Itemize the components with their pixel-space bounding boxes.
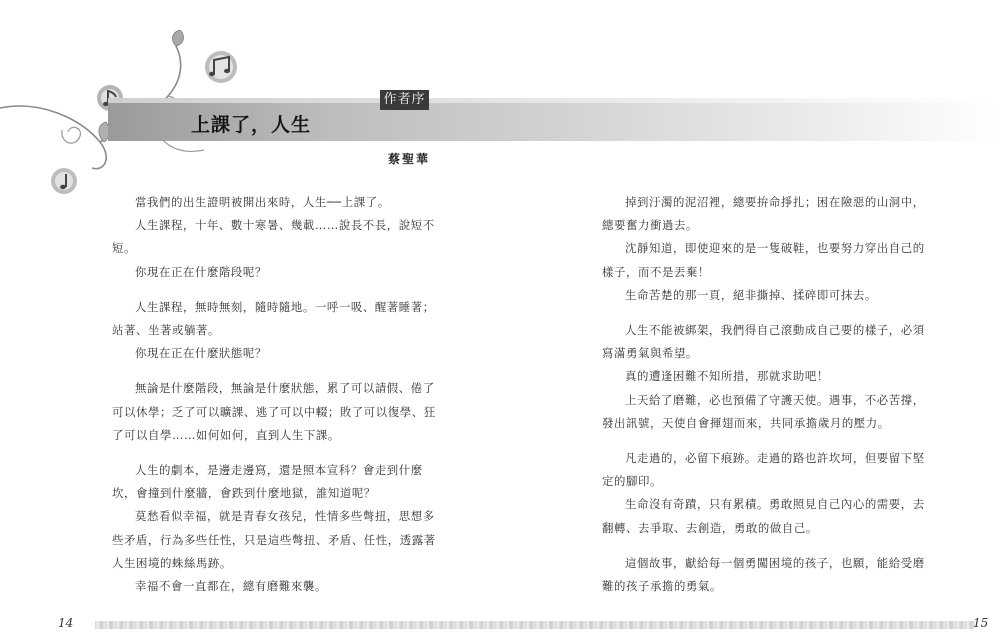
paragraph: 生命苦楚的那一頁，絕非撕掉、揉碎即可抹去。 <box>625 287 877 302</box>
paragraph-gap <box>112 284 438 296</box>
paragraph: 上天給了磨難，必也預備了守護天使。遇事，不必苦撐，發出訊號，天使自會揮翅而來，共同承擔歲月的壓力。 <box>602 392 925 430</box>
paragraph: 幸福不會一直都在，總有磨難來襲。 <box>135 579 327 594</box>
paragraph-gap <box>602 540 928 552</box>
music-note-icon <box>51 168 77 194</box>
paragraph-gap <box>112 365 438 377</box>
author-name: 蔡聖華 <box>388 152 431 166</box>
paragraph: 人生課程，十年、數十寒暑、幾載……說長不長，說短不短。 <box>112 218 435 256</box>
paragraph: 人生課程，無時無刻，隨時隨地。一呼一吸、醒著睡著；站著、坐著或躺著。 <box>112 299 435 338</box>
paragraph-gap <box>602 435 928 447</box>
right-page-text <box>602 191 928 598</box>
music-note-icon <box>205 51 237 83</box>
paragraph: 真的遭逢困難不知所措，那就求助吧！ <box>625 369 829 384</box>
paragraph: 當我們的出生證明被開出來時，人生──上課了。 <box>135 195 390 209</box>
paragraph: 沈靜知道，即使迎來的是一隻破鞋，也要努力穿出自己的樣子，而不是丟棄！ <box>602 241 925 279</box>
footer-texture-strip <box>95 621 975 629</box>
chapter-title: 上課了，人生 <box>191 114 312 136</box>
paragraph: 你現在正在什麼階段呢？ <box>135 264 267 279</box>
paragraph: 凡走過的，必留下痕跡。走過的路也許坎坷，但要留下堅定的腳印。 <box>602 451 925 489</box>
page-number-left: 14 <box>58 616 74 630</box>
preface-tag: 作者序 <box>380 90 429 110</box>
paragraph: 你現在正在什麼狀態呢？ <box>135 346 267 361</box>
page-number-right: 15 <box>973 616 989 630</box>
paragraph: 人生不能被綁架，我們得自己滾動成自己要的樣子，必須寫滿勇氣與希望。 <box>602 323 925 361</box>
paragraph: 無論是什麼階段，無論是什麼狀態，累了可以請假、倦了可以休學；乏了可以曠課、逃了可以中輟；敗了可以復學、狂了可以自學……如何如何，直到人生下課。 <box>112 381 436 442</box>
left-page-text <box>112 191 438 598</box>
paragraph: 生命沒有奇蹟，只有累積。勇敢照見自己內心的需要，去翻轉、去爭取、去創造，勇敢的做自己。 <box>602 497 925 535</box>
paragraph-gap <box>112 447 438 459</box>
paragraph-gap <box>602 307 928 319</box>
paragraph: 這個故事，獻給每一個勇闖困境的孩子，也願，能給受磨難的孩子承擔的勇氣。 <box>602 555 925 594</box>
paragraph: 人生的劇本，是邊走邊寫，還是照本宣科？會走到什麼坎，會撞到什麼牆，會跌到什麼地獄，誰知道呢？ <box>112 463 423 501</box>
paragraph: 掉到汙濁的泥沼裡，總要拚命掙扎；困在險惡的山洞中，總要奮力衝過去。 <box>602 195 925 233</box>
paragraph: 莫愁看似幸福，就是青春女孩兒，性情多些彆扭，思想多些矛盾，行為多些任性，只是這些彆扭、矛盾、任性，透露著人生困境的蛛絲馬跡。 <box>112 509 436 570</box>
